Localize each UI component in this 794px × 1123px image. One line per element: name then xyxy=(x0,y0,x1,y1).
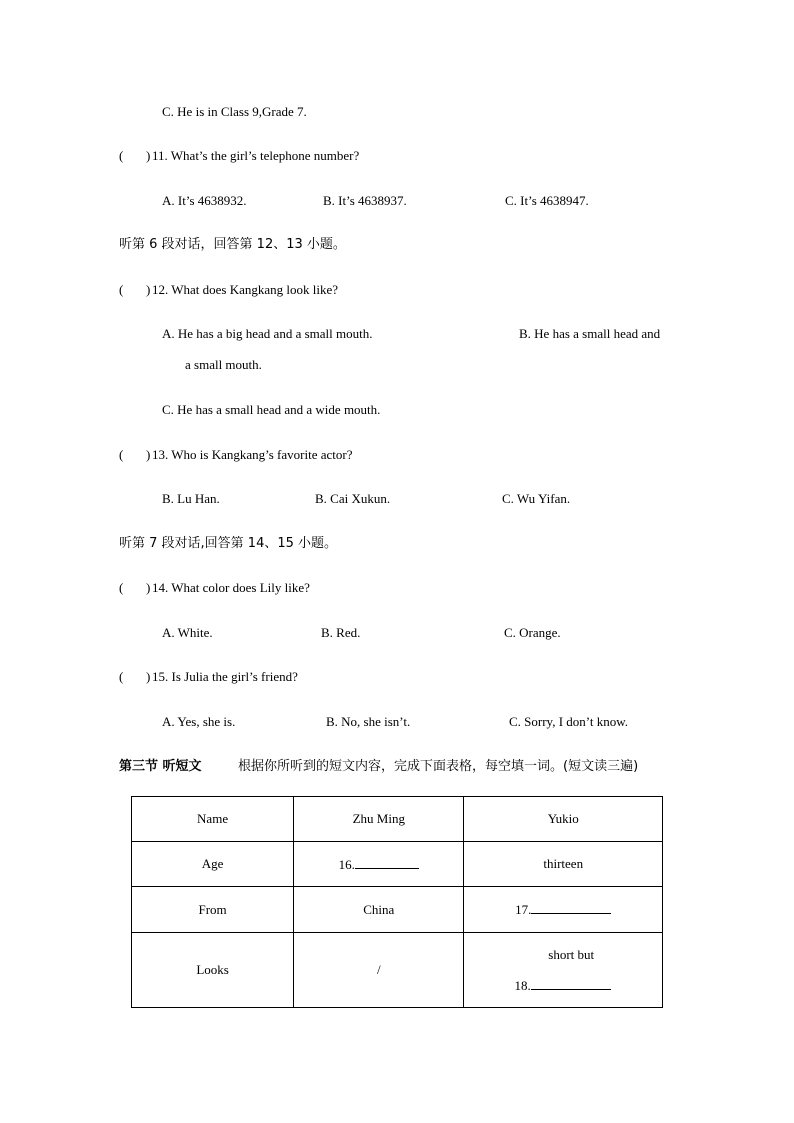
cell-text: China xyxy=(363,901,395,917)
q12-option-b: B. He has a small head and xyxy=(519,326,661,341)
q15-option-a: A. Yes, she is. xyxy=(162,714,236,729)
q15-option-b: B. No, she isn’t. xyxy=(326,714,411,729)
cell-from-zhuming xyxy=(294,887,464,933)
q13-option-c: C. Wu Yifan. xyxy=(502,491,571,506)
q12-paren-open: ( xyxy=(119,282,124,297)
looks-yukio-line1: short but xyxy=(548,947,595,962)
table-row-from xyxy=(132,887,663,933)
cell-looks-yukio xyxy=(464,933,663,1008)
section-6-instruction: 听第 6 段对话，回答第 12、13 小题。 xyxy=(119,237,346,252)
q13-option-b: B. Cai Xukun. xyxy=(315,491,391,506)
cell-text: Name xyxy=(197,811,229,826)
q15-question: 15. Is Julia the girl’s friend? xyxy=(152,669,298,684)
answer-table xyxy=(131,796,663,1008)
table-row-looks xyxy=(132,933,663,1008)
section-3-title: 第三节 听短文 xyxy=(119,759,202,774)
q13-paren-close: ) xyxy=(146,447,151,462)
answer-blank-17[interactable] xyxy=(531,901,611,914)
cell-text: / xyxy=(376,962,381,977)
section-3-instruction: 根据你所听到的短文内容，完成下面表格，每空填一词。(短文读三遍) xyxy=(238,759,639,774)
cell-age-label xyxy=(132,842,294,887)
q15-paren-open: ( xyxy=(119,669,124,684)
q14-option-c: C. Orange. xyxy=(504,625,561,640)
q13-option-a: B. Lu Han. xyxy=(162,491,220,506)
cell-age-zhuming xyxy=(294,842,464,887)
q14-question: 14. What color does Lily like? xyxy=(152,580,310,595)
cell-looks-label xyxy=(132,933,294,1008)
blank-number: 18. xyxy=(514,978,531,993)
cell-name-label xyxy=(132,797,294,842)
table-row-age xyxy=(132,842,663,887)
q13-question: 13. Who is Kangkang’s favorite actor? xyxy=(152,447,353,462)
q11-option-c: C. It’s 4638947. xyxy=(505,193,589,208)
q14-option-a: A. White. xyxy=(162,625,213,640)
cell-text: Age xyxy=(201,856,224,871)
table-row-name xyxy=(132,797,663,842)
answer-blank-18[interactable] xyxy=(531,977,611,990)
cell-text: Yukio xyxy=(547,811,579,826)
answer-blank-16[interactable] xyxy=(355,856,419,869)
cell-name-zhuming xyxy=(294,797,464,842)
q14-paren-open: ( xyxy=(119,580,124,595)
q12-option-a: A. He has a big head and a small mouth. xyxy=(162,326,373,341)
q11-option-b: B. It’s 4638937. xyxy=(323,193,407,208)
cell-from-yukio xyxy=(464,887,663,933)
blank-number: 17. xyxy=(515,902,532,917)
cell-from-label xyxy=(132,887,294,933)
section-7-instruction: 听第 7 段对话,回答第 14、15 小题。 xyxy=(119,536,338,551)
q12-option-c: C. He has a small head and a wide mouth. xyxy=(162,402,381,417)
q12-paren-close: ) xyxy=(146,282,151,297)
q11-option-a: A. It’s 4638932. xyxy=(162,193,247,208)
cell-name-yukio xyxy=(464,797,663,842)
cell-looks-zhuming xyxy=(294,933,464,1008)
q15-option-c: C. Sorry, I don’t know. xyxy=(509,714,629,729)
cell-text: thirteen xyxy=(543,856,584,871)
q13-paren-open: ( xyxy=(119,447,124,462)
q10-option-c: C. He is in Class 9,Grade 7. xyxy=(162,104,307,119)
cell-text: Zhu Ming xyxy=(352,811,405,826)
q14-paren-close: ) xyxy=(146,580,151,595)
cell-age-yukio xyxy=(464,842,663,887)
q15-paren-close: ) xyxy=(146,669,151,684)
blank-number: 16. xyxy=(338,856,355,872)
q11-question: 11. What’s the girl’s telephone number? xyxy=(152,148,360,163)
q11-paren-open: ( xyxy=(119,148,124,163)
cell-text: From xyxy=(198,901,227,917)
q11-paren-close: ) xyxy=(146,148,151,163)
q14-option-b: B. Red. xyxy=(321,625,361,640)
cell-text: Looks xyxy=(196,962,229,977)
q12-option-b-continued: a small mouth. xyxy=(185,357,262,372)
q12-question: 12. What does Kangkang look like? xyxy=(152,282,339,297)
